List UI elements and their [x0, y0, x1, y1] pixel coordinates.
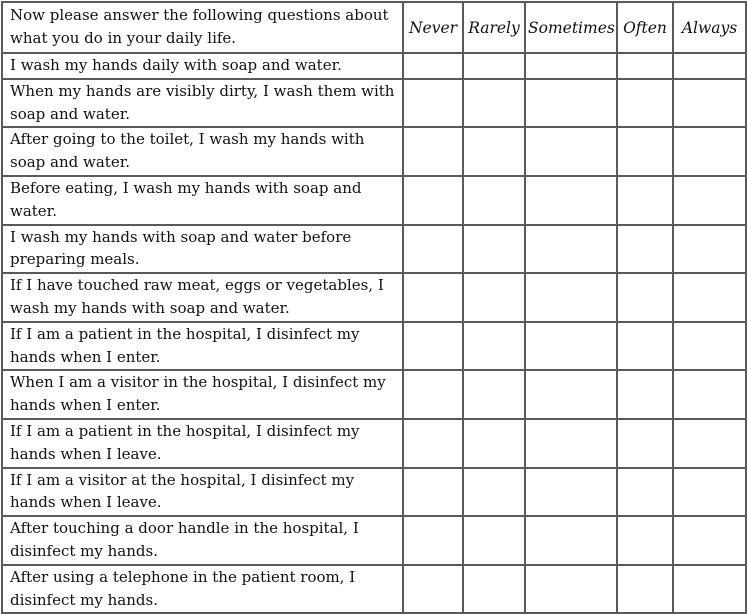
- answer-cell-often[interactable]: [617, 79, 673, 128]
- answer-cell-sometimes[interactable]: [525, 468, 617, 517]
- header-prompt: Now please answer the following questions about what you do in your daily life.: [2, 2, 403, 53]
- answer-cell-never[interactable]: [403, 322, 463, 371]
- question-cell: If I am a visitor at the hospital, I disinfect my hands when I leave.: [2, 468, 403, 517]
- answer-cell-often[interactable]: [617, 225, 673, 274]
- table-row: [2, 79, 746, 128]
- column-header-sometimes: Sometimes: [525, 2, 617, 53]
- answer-cell-sometimes[interactable]: [525, 516, 617, 565]
- answer-cell-sometimes[interactable]: [525, 79, 617, 128]
- answer-cell-sometimes[interactable]: [525, 225, 617, 274]
- table-row: [2, 565, 746, 614]
- column-header-rarely: Rarely: [463, 2, 525, 53]
- answer-cell-never[interactable]: [403, 370, 463, 419]
- table-row: [2, 127, 746, 176]
- answer-cell-never[interactable]: [403, 516, 463, 565]
- answer-cell-rarely[interactable]: [463, 53, 525, 79]
- answer-cell-rarely[interactable]: [463, 565, 525, 614]
- answer-cell-sometimes[interactable]: [525, 370, 617, 419]
- answer-cell-rarely[interactable]: [463, 79, 525, 128]
- column-header-never: Never: [403, 2, 463, 53]
- question-cell: If I am a patient in the hospital, I disinfect my hands when I enter.: [2, 322, 403, 371]
- table-row: [2, 53, 746, 79]
- answer-cell-rarely[interactable]: [463, 468, 525, 517]
- answer-cell-rarely[interactable]: [463, 516, 525, 565]
- answer-cell-never[interactable]: [403, 127, 463, 176]
- answer-cell-always[interactable]: [673, 516, 746, 565]
- question-cell: When my hands are visibly dirty, I wash them with soap and water.: [2, 79, 403, 128]
- header-row: [2, 2, 746, 53]
- answer-cell-always[interactable]: [673, 273, 746, 322]
- answer-cell-rarely[interactable]: [463, 127, 525, 176]
- answer-cell-sometimes[interactable]: [525, 322, 617, 371]
- table-row: [2, 176, 746, 225]
- answer-cell-sometimes[interactable]: [525, 565, 617, 614]
- answer-cell-always[interactable]: [673, 565, 746, 614]
- question-cell: If I am a patient in the hospital, I disinfect my hands when I leave.: [2, 419, 403, 468]
- table-row: [2, 370, 746, 419]
- answer-cell-sometimes[interactable]: [525, 273, 617, 322]
- answer-cell-often[interactable]: [617, 419, 673, 468]
- question-cell: Before eating, I wash my hands with soap and water.: [2, 176, 403, 225]
- answer-cell-rarely[interactable]: [463, 322, 525, 371]
- answer-cell-sometimes[interactable]: [525, 176, 617, 225]
- column-header-often: Often: [617, 2, 673, 53]
- answer-cell-never[interactable]: [403, 176, 463, 225]
- question-cell: I wash my hands daily with soap and water.: [2, 53, 403, 79]
- table-row: [2, 322, 746, 371]
- answer-cell-rarely[interactable]: [463, 370, 525, 419]
- answer-cell-never[interactable]: [403, 273, 463, 322]
- answer-cell-always[interactable]: [673, 468, 746, 517]
- answer-cell-never[interactable]: [403, 225, 463, 274]
- answer-cell-always[interactable]: [673, 322, 746, 371]
- answer-cell-always[interactable]: [673, 53, 746, 79]
- answer-cell-often[interactable]: [617, 370, 673, 419]
- question-cell: After going to the toilet, I wash my hands with soap and water.: [2, 127, 403, 176]
- question-cell: When I am a visitor in the hospital, I disinfect my hands when I enter.: [2, 370, 403, 419]
- answer-cell-sometimes[interactable]: [525, 127, 617, 176]
- answer-cell-often[interactable]: [617, 273, 673, 322]
- question-rows: [2, 53, 746, 613]
- answer-cell-often[interactable]: [617, 322, 673, 371]
- questionnaire-table: [1, 1, 747, 614]
- table-row: [2, 419, 746, 468]
- column-header-always: Always: [673, 2, 746, 53]
- question-cell: After using a telephone in the patient room, I disinfect my hands.: [2, 565, 403, 614]
- answer-cell-often[interactable]: [617, 176, 673, 225]
- table-row: [2, 273, 746, 322]
- answer-cell-always[interactable]: [673, 370, 746, 419]
- question-cell: If I have touched raw meat, eggs or vegetables, I wash my hands with soap and water.: [2, 273, 403, 322]
- answer-cell-rarely[interactable]: [463, 225, 525, 274]
- answer-cell-never[interactable]: [403, 53, 463, 79]
- answer-cell-sometimes[interactable]: [525, 419, 617, 468]
- answer-cell-often[interactable]: [617, 127, 673, 176]
- table-row: [2, 225, 746, 274]
- answer-cell-never[interactable]: [403, 79, 463, 128]
- answer-cell-often[interactable]: [617, 565, 673, 614]
- answer-cell-often[interactable]: [617, 516, 673, 565]
- table-row: [2, 516, 746, 565]
- table-row: [2, 468, 746, 517]
- table-header: [2, 2, 746, 53]
- answer-cell-never[interactable]: [403, 468, 463, 517]
- answer-cell-rarely[interactable]: [463, 176, 525, 225]
- answer-cell-rarely[interactable]: [463, 419, 525, 468]
- answer-cell-never[interactable]: [403, 565, 463, 614]
- answer-cell-always[interactable]: [673, 225, 746, 274]
- question-cell: I wash my hands with soap and water before preparing meals.: [2, 225, 403, 274]
- answer-cell-often[interactable]: [617, 53, 673, 79]
- answer-cell-always[interactable]: [673, 127, 746, 176]
- answer-cell-never[interactable]: [403, 419, 463, 468]
- answer-cell-rarely[interactable]: [463, 273, 525, 322]
- answer-cell-always[interactable]: [673, 176, 746, 225]
- answer-cell-often[interactable]: [617, 468, 673, 517]
- answer-cell-always[interactable]: [673, 419, 746, 468]
- answer-cell-sometimes[interactable]: [525, 53, 617, 79]
- answer-cell-always[interactable]: [673, 79, 746, 128]
- question-cell: After touching a door handle in the hospital, I disinfect my hands.: [2, 516, 403, 565]
